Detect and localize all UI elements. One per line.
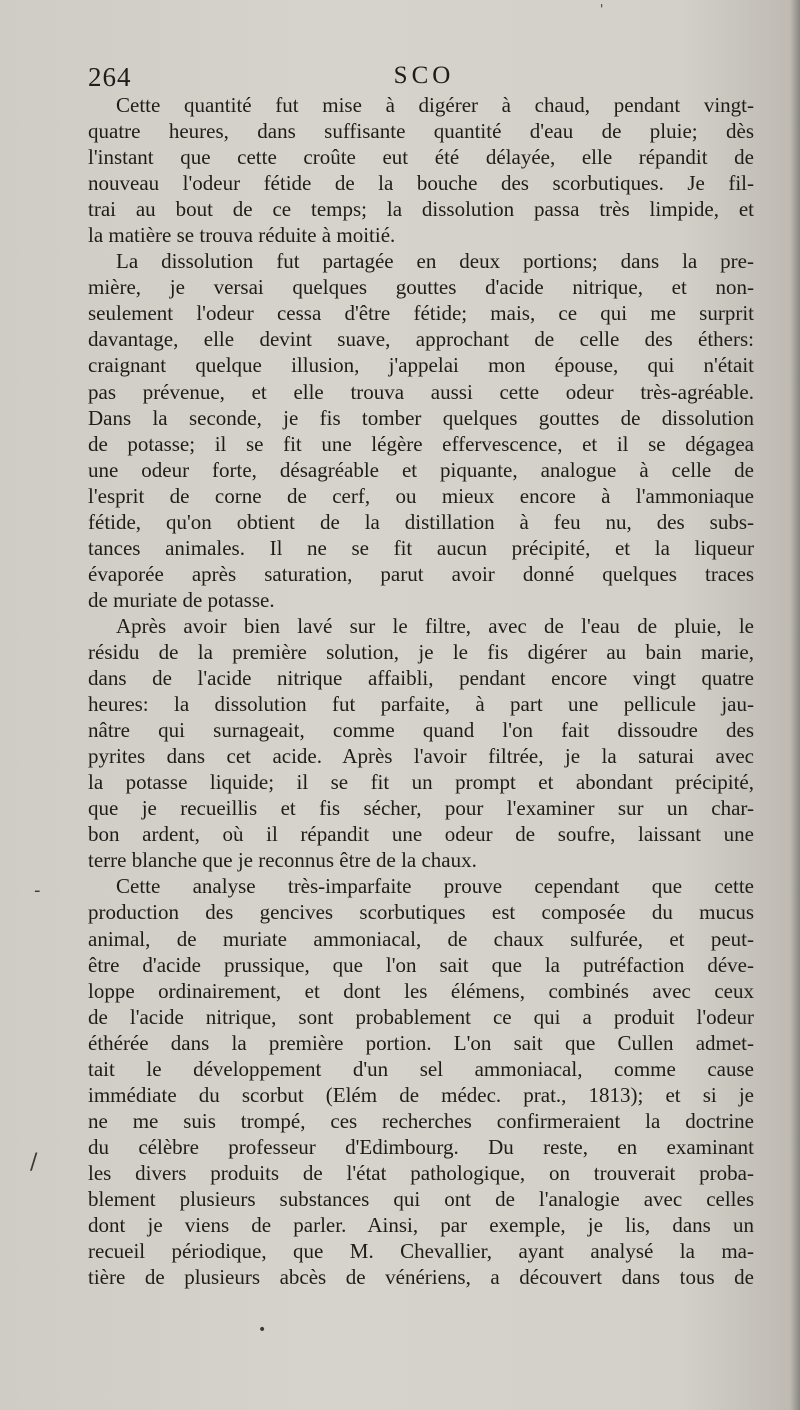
- text-line: évaporée après saturation, parut avoir donné quelques traces: [88, 561, 754, 586]
- text-line: être d'acide prussique, que l'on sait que la putréfaction déve-: [88, 952, 754, 977]
- page-number: 264: [88, 62, 132, 92]
- text-line: de potasse; il se fit une légère effervescence, et il se dégagea: [88, 431, 754, 456]
- text-line: terre blanche que je reconnus être de la chaux.: [88, 848, 477, 873]
- page-edge-shadow: [790, 0, 800, 1410]
- text-line: Cette quantité fut mise à digérer à chaud, pendant vingt-: [116, 93, 754, 117]
- text-line: loppe ordinairement, et dont les élémens, combinés avec ceux: [88, 978, 754, 1003]
- text-line: résidu de la première solution, je le fis digérer au bain marie,: [88, 639, 754, 664]
- text-line: l'instant que cette croûte eut été délayée, elle répandit de: [88, 145, 754, 170]
- text-line: tances animales. Il ne se fit aucun précipité, et la liqueur: [88, 535, 754, 560]
- text-line: les divers produits de l'état pathologique, on trouverait proba-: [88, 1160, 754, 1185]
- margin-pencil-mark: /: [30, 1150, 38, 1175]
- text-line: animal, de muriate ammoniacal, de chaux sulfurée, et peut-: [88, 926, 754, 951]
- text-line: de muriate de potasse.: [88, 587, 275, 612]
- text-line: tait le développement d'un sel ammoniacal, comme cause: [88, 1056, 754, 1081]
- text-line: du célèbre professeur d'Edimbourg. Du reste, en examinant: [88, 1134, 754, 1159]
- text-line: immédiate du scorbut (Elém de médec. prat., 1813); et si je: [88, 1082, 754, 1107]
- text-line: dans de l'acide nitrique affaibli, pendant encore vingt quatre: [88, 666, 754, 691]
- text-line: dont je viens de parler. Ainsi, par exemple, je lis, dans un: [88, 1213, 754, 1238]
- text-line: nâtre qui surnageait, comme quand l'on fait dissoudre des: [88, 718, 754, 743]
- text-line: craignant quelque illusion, j'appelai mon épouse, qui n'était: [88, 353, 754, 378]
- text-line: heures: la dissolution fut parfaite, à part une pellicule jau-: [88, 692, 754, 717]
- text-line: pyrites dans cet acide. Après l'avoir filtrée, je la saturai avec: [88, 744, 754, 769]
- running-head: SCO: [393, 62, 455, 89]
- text-line: pas prévenue, et elle trouva aussi cette odeur très-agréable.: [88, 379, 754, 404]
- text-line: la matière se trouva réduite à moitié.: [88, 223, 396, 248]
- margin-dash-mark: -: [34, 880, 41, 901]
- text-line: Dans la seconde, je fis tomber quelques gouttes de dissolution: [88, 405, 754, 430]
- text-line: que je recueillis et fis sécher, pour l'examiner sur un char-: [88, 796, 754, 821]
- ink-dot: •: [258, 1322, 267, 1338]
- text-line: la potasse liquide; il se fit un prompt et abondant précipité,: [88, 770, 754, 795]
- text-line: Après avoir bien lavé sur le filtre, avec de l'eau de pluie, le: [116, 613, 754, 638]
- text-line: nouveau l'odeur fétide de la bouche des scorbutiques. Je fil-: [88, 171, 754, 196]
- body-text: [88, 92, 754, 1290]
- text-line: Cette analyse très-imparfaite prouve cependant que cette: [116, 874, 754, 899]
- text-line: blement plusieurs substances qui ont de l'analogie avec celles: [88, 1186, 754, 1211]
- text-line: seulement l'odeur cessa d'être fétide; mais, ce qui me surprit: [88, 301, 754, 326]
- text-line: trai au bout de ce temps; la dissolution passa très limpide, et: [88, 197, 754, 222]
- text-line: recueil périodique, que M. Chevallier, ayant analysé la ma-: [88, 1239, 754, 1264]
- text-line: éthérée dans la première portion. L'on sait que Cullen admet-: [88, 1030, 754, 1055]
- text-line: l'esprit de corne de cerf, ou mieux encore à l'ammoniaque: [88, 483, 754, 508]
- text-line: une odeur forte, désagréable et piquante, analogue à celle de: [88, 457, 754, 482]
- text-line: tière de plusieurs abcès de vénériens, a découvert dans tous de: [88, 1265, 754, 1290]
- text-line: ne me suis trompé, ces recherches confirmeraient la doctrine: [88, 1108, 754, 1133]
- text-line: davantage, elle devint suave, approchant de celle des éthers:: [88, 327, 754, 352]
- text-line: fétide, qu'on obtient de la distillation à feu nu, des subs-: [88, 509, 754, 534]
- text-line: production des gencives scorbutiques est composée du mucus: [88, 900, 754, 925]
- text-line: de l'acide nitrique, sont probablement ce qui a produit l'odeur: [88, 1004, 754, 1029]
- text-line: bon ardent, où il répandit une odeur de soufre, laissant une: [88, 822, 754, 847]
- text-line: La dissolution fut partagée en deux portions; dans la pre-: [116, 249, 754, 274]
- text-line: quatre heures, dans suffisante quantité d'eau de pluie; dès: [88, 119, 754, 144]
- stray-mark: ': [600, 2, 604, 16]
- text-line: mière, je versai quelques gouttes d'acide nitrique, et non-: [88, 275, 754, 300]
